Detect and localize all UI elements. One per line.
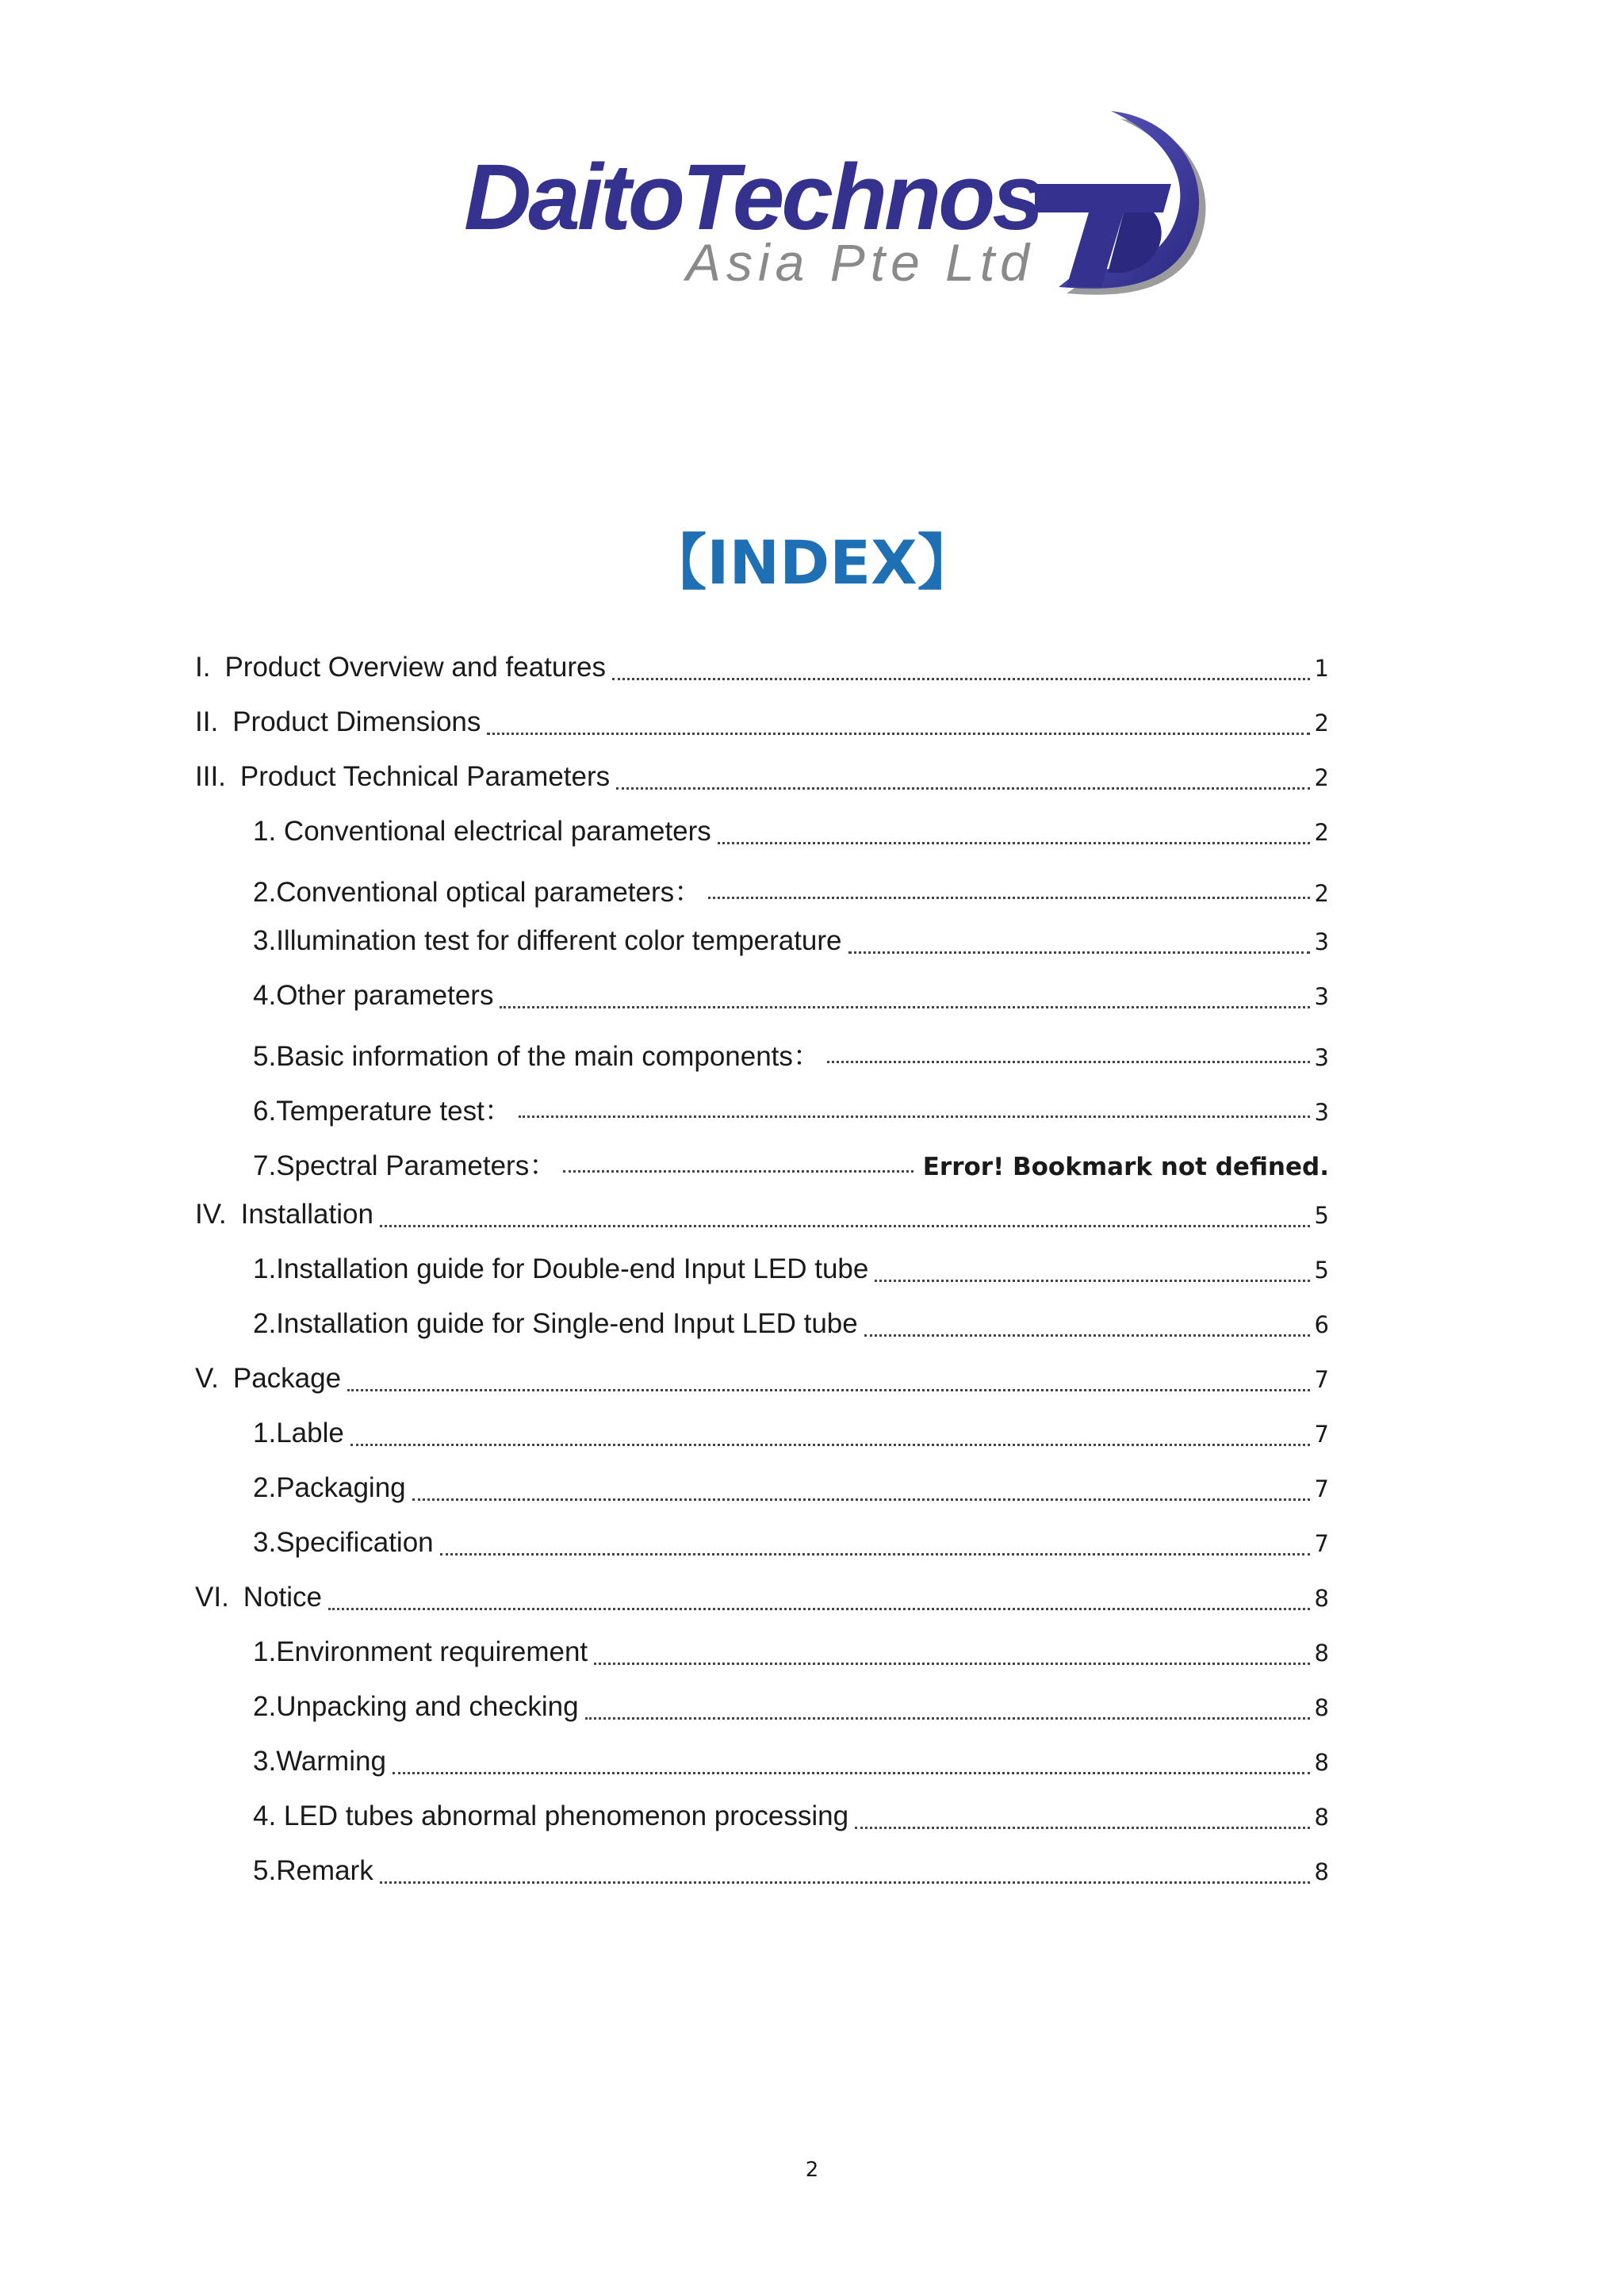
toc-entry[interactable] bbox=[253, 1308, 1329, 1346]
toc-entry-page: 7 bbox=[1314, 1475, 1329, 1502]
toc-entry-label: Installation bbox=[240, 1199, 373, 1230]
toc-entry[interactable] bbox=[253, 1691, 1329, 1729]
toc-entry[interactable] bbox=[253, 1253, 1329, 1292]
toc-entry[interactable] bbox=[253, 871, 1329, 909]
toc-dot-leader bbox=[500, 1006, 1309, 1008]
toc-entry-label: 5.Basic information of the main components： bbox=[253, 1041, 821, 1072]
toc-entry-page: 3 bbox=[1314, 1099, 1329, 1126]
toc-entry-page: 2 bbox=[1314, 764, 1329, 791]
toc-dot-leader bbox=[827, 1061, 1310, 1063]
toc-entry-number: III. bbox=[195, 761, 226, 792]
toc-dot-leader bbox=[380, 1225, 1310, 1227]
toc-entry[interactable] bbox=[253, 1035, 1329, 1073]
toc-entry-page: 8 bbox=[1314, 1858, 1329, 1885]
toc-entry[interactable] bbox=[253, 1527, 1329, 1565]
toc-entry-page: 3 bbox=[1314, 1044, 1329, 1071]
toc-entry[interactable] bbox=[253, 1472, 1329, 1510]
toc-entry[interactable] bbox=[195, 1363, 1329, 1401]
toc-dot-leader bbox=[347, 1389, 1309, 1391]
toc-entry-number: I. bbox=[195, 652, 211, 683]
toc-entry[interactable] bbox=[253, 1418, 1329, 1456]
toc-entry-page: 7 bbox=[1314, 1366, 1329, 1393]
toc-dot-leader bbox=[412, 1498, 1310, 1501]
toc-dot-leader bbox=[708, 897, 1309, 899]
toc-dot-leader bbox=[393, 1772, 1310, 1774]
toc-dot-leader bbox=[440, 1553, 1310, 1556]
toc-entry[interactable] bbox=[195, 706, 1329, 744]
toc-entry-number: VI. bbox=[195, 1582, 229, 1613]
toc-entry[interactable] bbox=[253, 1800, 1329, 1839]
toc-dot-leader bbox=[563, 1170, 914, 1173]
toc-entry-page: 5 bbox=[1314, 1257, 1329, 1284]
toc-entry-label: Product Overview and features bbox=[224, 652, 606, 683]
toc-entry[interactable] bbox=[253, 1746, 1329, 1784]
toc-entry-page: 8 bbox=[1314, 1640, 1329, 1667]
toc-entry-page: 7 bbox=[1314, 1530, 1329, 1557]
toc-entry[interactable] bbox=[253, 816, 1329, 854]
toc-dot-leader bbox=[585, 1717, 1310, 1720]
toc-entry[interactable] bbox=[195, 652, 1329, 690]
toc-entry[interactable] bbox=[195, 1199, 1329, 1237]
toc-entry-page: 8 bbox=[1314, 1694, 1329, 1721]
toc-entry[interactable] bbox=[253, 1089, 1329, 1127]
toc-entry-page-error: Error! Bookmark not defined. bbox=[922, 1153, 1329, 1181]
toc-entry-label: 1.Lable bbox=[253, 1418, 344, 1448]
toc-entry-label: Product Technical Parameters bbox=[239, 761, 611, 792]
toc-entry-label: 2.Conventional optical parameters： bbox=[253, 877, 703, 908]
toc-entry-page: 2 bbox=[1314, 819, 1329, 846]
toc-entry-label: Notice bbox=[243, 1582, 323, 1613]
toc-entry-page: 7 bbox=[1314, 1421, 1329, 1448]
toc-entry[interactable] bbox=[253, 1636, 1329, 1674]
toc-entry-number: II. bbox=[195, 706, 219, 737]
toc-entry-number: IV. bbox=[195, 1199, 227, 1230]
toc-dot-leader bbox=[487, 733, 1309, 735]
page-number: 2 bbox=[805, 2158, 819, 2182]
logo-main-text: DaitoTechnos bbox=[464, 145, 1041, 250]
toc-dot-leader bbox=[855, 1827, 1310, 1829]
toc-dot-leader bbox=[612, 678, 1310, 680]
toc-entry-label: 3.Illumination test for different color temperature bbox=[253, 925, 842, 956]
toc-dot-leader bbox=[594, 1663, 1309, 1665]
toc-entry-label: 3.Warming bbox=[253, 1746, 386, 1777]
logo-sub-text: Asia Pte Ltd bbox=[686, 233, 1035, 292]
toc-entry-label: 2.Unpacking and checking bbox=[253, 1691, 579, 1722]
toc-entry-page: 5 bbox=[1314, 1202, 1329, 1229]
toc-entry-label: 1.Installation guide for Double-end Input LED tube bbox=[253, 1253, 869, 1284]
toc-entry-label: Package bbox=[232, 1363, 342, 1394]
toc-entry-page: 3 bbox=[1314, 928, 1329, 955]
index-title: 【INDEX】 bbox=[646, 527, 978, 598]
toc-entry-label: 1.Environment requirement bbox=[253, 1636, 588, 1667]
toc-entry-label: 4. LED tubes abnormal phenomenon processing bbox=[253, 1800, 849, 1831]
toc-entry-page: 2 bbox=[1314, 880, 1329, 907]
toc-entry-label: 2.Installation guide for Single-end Input LED tube bbox=[253, 1308, 858, 1339]
toc-entry[interactable] bbox=[253, 1144, 1329, 1182]
toc-entry-page: 8 bbox=[1314, 1749, 1329, 1776]
toc-entry-label: 2.Packaging bbox=[253, 1472, 406, 1503]
toc-entry-label: 3.Specification bbox=[253, 1527, 434, 1558]
toc-dot-leader bbox=[380, 1881, 1310, 1884]
toc-entry[interactable] bbox=[253, 980, 1329, 1018]
toc-entry-label: 1. Conventional electrical parameters bbox=[253, 816, 711, 847]
toc-entry-page: 8 bbox=[1314, 1804, 1329, 1831]
toc-entry-label: 6.Temperature test： bbox=[253, 1096, 512, 1127]
toc-dot-leader bbox=[864, 1334, 1310, 1337]
toc-entry[interactable] bbox=[253, 925, 1329, 963]
toc-entry[interactable] bbox=[195, 761, 1329, 799]
toc-dot-leader bbox=[616, 787, 1309, 790]
toc-entry-label: 5.Remark bbox=[253, 1855, 373, 1886]
toc-dot-leader bbox=[350, 1444, 1310, 1446]
toc-entry-label: Product Dimensions bbox=[232, 706, 481, 737]
toc-entry-page: 8 bbox=[1314, 1585, 1329, 1612]
toc-dot-leader bbox=[519, 1115, 1310, 1118]
toc-entry-page: 2 bbox=[1314, 710, 1329, 737]
toc-entry-page: 3 bbox=[1314, 983, 1329, 1010]
toc-dot-leader bbox=[328, 1608, 1310, 1610]
toc-entry-label: 7.Spectral Parameters： bbox=[253, 1150, 557, 1181]
toc-dot-leader bbox=[875, 1280, 1309, 1282]
toc-entry-label: 4.Other parameters bbox=[253, 980, 494, 1011]
toc-dot-leader bbox=[718, 842, 1310, 844]
toc-entry-number: V. bbox=[195, 1363, 219, 1394]
toc-entry-page: 1 bbox=[1314, 655, 1329, 682]
toc-entry[interactable] bbox=[253, 1855, 1329, 1893]
toc-dot-leader bbox=[848, 951, 1310, 954]
toc-entry-page: 6 bbox=[1314, 1311, 1329, 1338]
toc-entry[interactable] bbox=[195, 1582, 1329, 1620]
